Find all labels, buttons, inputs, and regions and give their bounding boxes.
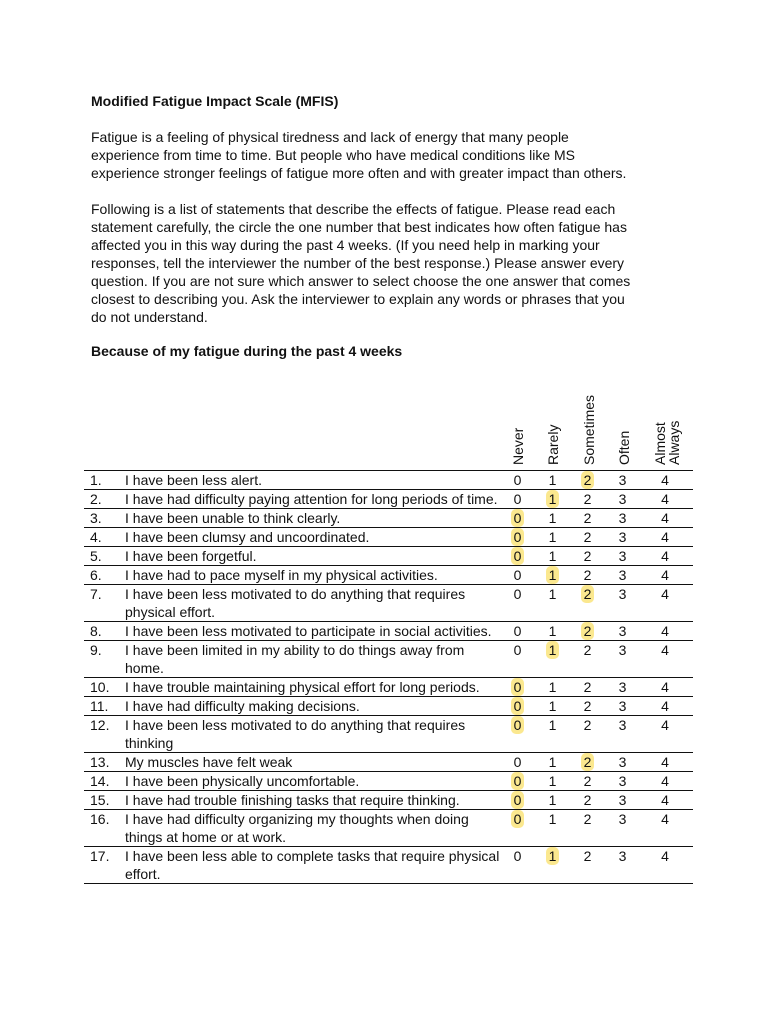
table-row [84,791,693,810]
response-option[interactable]: 3 [618,567,627,583]
response-cell [570,509,605,527]
item-number: 14. [90,773,110,789]
table-row [84,847,693,884]
response-cell [605,716,640,734]
item-statement: I have been less motivated to do anything that requires physical effort. [125,586,466,620]
response-option[interactable]: 4 [661,679,669,695]
response-cell [640,585,690,603]
response-option[interactable]: 2 [583,529,592,545]
item-statement: I have been less motivated to participate in social activities. [125,623,492,639]
item-statement: I have been clumsy and uncoordinated. [125,529,370,545]
response-options [500,509,690,527]
response-option-selected[interactable]: 0 [511,678,525,696]
table-row [84,678,693,697]
item-statement: I have been limited in my ability to do things away from home. [125,642,465,676]
response-cell [500,716,535,734]
response-option[interactable]: 2 [583,567,592,583]
response-cell [640,847,690,865]
response-cell [500,566,535,584]
response-cell [605,490,640,508]
response-cell [500,791,535,809]
response-option-selected[interactable]: 0 [511,810,525,828]
table-row [84,490,693,509]
response-cell [605,566,640,584]
table-row [84,471,693,490]
response-cell [605,678,640,696]
response-options [500,641,690,659]
response-option-selected[interactable]: 2 [581,753,595,771]
response-options [500,791,690,809]
item-number: 11. [90,698,109,714]
response-cell [535,490,570,508]
response-option[interactable]: 3 [618,754,627,770]
table-row [84,622,693,641]
response-cell [500,509,535,527]
intro-paragraph-1: Fatigue is a feeling of physical tiredness and lack of energy that many people experience from time to time. But people who have medical conditions like MS experience stronger feelings of fatigue more often and with greater impact than others. [91,129,627,181]
item-statement: I have had to pace myself in my physical activities. [125,567,438,583]
intro-paragraph-2: Following is a list of statements that describe the effects of fatigue. Please read each statement carefully, the circle the one number that best indicates how often fatigue has affected you in this way during the past 4 weeks. (If you need help in marking your responses, tell the interviewer the number of the best response.) Please answer every question. If you are not sure which answer to select choose the one answer that comes closest to describing you. Ask the interviewer to explain any words or phrases that you do not understand. [91,201,631,325]
column-header-rarely: Rarely [545,424,561,465]
response-cell [640,509,690,527]
response-option[interactable]: 2 [583,510,592,526]
response-cell [640,753,690,771]
response-cell [570,753,605,771]
response-option-selected[interactable]: 0 [511,791,525,809]
item-number: 9. [90,642,102,658]
response-option[interactable]: 2 [583,717,592,733]
column-header-sometimes: Sometimes [581,394,597,465]
response-cell [570,547,605,565]
response-cell [570,622,605,640]
item-number: 10. [90,679,110,695]
response-options [500,810,690,828]
response-cell [535,566,570,584]
response-option[interactable]: 2 [583,548,592,564]
item-statement: I have had difficulty making decisions. [125,698,360,714]
item-statement: I have been forgetful. [125,548,257,564]
response-option[interactable]: 4 [661,472,669,488]
item-statement: I have been less able to complete tasks that require physical effort. [125,848,500,882]
response-option[interactable]: 4 [661,848,669,864]
response-option[interactable]: 1 [548,679,557,695]
item-statement: I have had trouble finishing tasks that require thinking. [125,792,460,808]
response-option[interactable]: 1 [548,811,557,827]
table-row [84,716,693,753]
response-cell [605,622,640,640]
response-option[interactable]: 0 [513,472,522,488]
fatigue-items-table [84,470,693,884]
response-option[interactable]: 1 [548,548,557,564]
item-statement: I have had difficulty paying attention for long periods of time. [125,491,498,507]
item-number: 7. [90,586,102,602]
response-options [500,528,690,546]
response-cell [605,471,640,489]
item-number: 6. [90,567,102,583]
item-statement: I have been less alert. [125,472,262,488]
response-options [500,772,690,790]
response-option-selected[interactable]: 0 [511,547,525,565]
response-options [500,678,690,696]
response-option[interactable]: 0 [513,491,522,507]
response-cell [500,528,535,546]
response-cell [640,697,690,715]
response-cell [640,810,690,828]
table-row [84,753,693,772]
response-option-selected[interactable]: 0 [511,697,525,715]
response-options [500,847,690,865]
response-cell [605,509,640,527]
response-options [500,471,690,489]
item-statement: I have been less motivated to do anything that requires thinking [125,717,466,751]
response-cell [535,547,570,565]
response-option[interactable]: 3 [618,792,627,808]
item-number: 8. [90,623,102,639]
response-cell [570,585,605,603]
response-cell [500,847,535,865]
response-cell [605,585,640,603]
response-cell [535,471,570,489]
item-number: 15. [90,792,110,808]
response-cell [535,716,570,734]
response-cell [500,810,535,828]
column-header-often: Often [616,430,632,465]
response-cell [535,641,570,659]
response-cell [570,697,605,715]
response-option[interactable]: 1 [548,510,557,526]
item-number: 12. [90,717,110,733]
item-statement: I have had difficulty organizing my thoughts when doing things at home or at work. [125,811,469,845]
response-option[interactable]: 0 [513,586,522,602]
response-option[interactable]: 3 [618,529,627,545]
response-cell [605,791,640,809]
response-option[interactable]: 4 [661,811,669,827]
response-cell [570,471,605,489]
table-row [84,772,693,791]
response-option[interactable]: 2 [583,848,592,864]
response-option-selected[interactable]: 1 [546,566,560,584]
item-number: 1. [90,472,102,488]
response-option[interactable]: 0 [513,754,522,770]
response-cell [640,471,690,489]
item-number: 16. [90,811,110,827]
response-option[interactable]: 1 [548,529,557,545]
section-subtitle: Because of my fatigue during the past 4 weeks [91,343,403,359]
response-option[interactable]: 4 [661,792,669,808]
response-option[interactable]: 4 [661,754,669,770]
response-cell [640,490,690,508]
response-option[interactable]: 2 [583,773,592,789]
table-row [84,547,693,566]
response-cell [535,622,570,640]
response-cell [640,716,690,734]
response-option[interactable]: 2 [583,792,592,808]
response-option-selected[interactable]: 2 [581,471,595,489]
response-cell [640,791,690,809]
response-option[interactable]: 1 [548,698,557,714]
response-cell [535,791,570,809]
item-number: 17. [90,848,110,864]
response-cell [605,753,640,771]
response-cell [500,471,535,489]
response-option[interactable]: 1 [548,773,557,789]
item-statement: My muscles have felt weak [125,754,293,770]
item-number: 2. [90,491,102,507]
response-cell [640,566,690,584]
item-number: 4. [90,529,102,545]
page-title: Modified Fatigue Impact Scale (MFIS) [91,93,339,109]
response-option[interactable]: 3 [618,679,627,695]
table-row [84,697,693,716]
response-cell [535,585,570,603]
response-option[interactable]: 1 [548,586,557,602]
table-row [84,585,693,622]
response-cell [500,547,535,565]
response-cell [500,641,535,659]
response-cell [640,641,690,659]
response-option[interactable]: 3 [618,548,627,564]
response-cell [535,528,570,546]
response-cell [535,678,570,696]
response-option[interactable]: 4 [661,642,669,658]
response-option[interactable]: 0 [513,642,522,658]
response-cell [500,585,535,603]
response-option-selected[interactable]: 1 [546,641,560,659]
response-option-selected[interactable]: 1 [546,490,560,508]
response-options [500,622,690,640]
response-option[interactable]: 3 [618,472,627,488]
response-cell [570,566,605,584]
response-option[interactable]: 3 [618,811,627,827]
response-option[interactable]: 3 [618,698,627,714]
item-number: 5. [90,548,102,564]
response-cell [605,547,640,565]
response-option[interactable]: 3 [618,491,627,507]
response-option-selected[interactable]: 0 [511,528,525,546]
response-cell [570,772,605,790]
table-row [84,810,693,847]
response-cell [570,847,605,865]
response-cell [640,622,690,640]
response-option-selected[interactable]: 2 [581,622,595,640]
response-option[interactable]: 3 [618,623,627,639]
response-cell [535,509,570,527]
response-options [500,566,690,584]
response-option-selected[interactable]: 1 [546,847,560,865]
response-cell [570,641,605,659]
table-row [84,566,693,585]
response-option-selected[interactable]: 0 [511,716,525,734]
item-statement: I have been unable to think clearly. [125,510,341,526]
column-header-almost-always: Almost Always [652,420,682,465]
response-cell [605,772,640,790]
response-option[interactable]: 1 [548,472,557,488]
response-option[interactable]: 3 [618,773,627,789]
response-option-selected[interactable]: 0 [511,772,525,790]
item-number: 3. [90,510,102,526]
response-option[interactable]: 4 [661,529,669,545]
response-cell [500,772,535,790]
response-option[interactable]: 4 [661,717,669,733]
response-option[interactable]: 4 [661,491,669,507]
response-cell [570,490,605,508]
response-option[interactable]: 3 [618,642,627,658]
table-row [84,509,693,528]
response-options [500,753,690,771]
item-number: 13. [90,754,110,770]
response-option-selected[interactable]: 0 [511,509,525,527]
response-options [500,490,690,508]
item-statement: I have trouble maintaining physical effort for long periods. [125,679,480,695]
item-statement: I have been physically uncomfortable. [125,773,360,789]
response-option[interactable]: 3 [618,586,627,602]
response-option[interactable]: 1 [548,754,557,770]
response-option[interactable]: 2 [583,811,592,827]
response-cell [570,528,605,546]
response-cell [605,641,640,659]
response-cell [640,772,690,790]
response-cell [535,810,570,828]
table-row [84,528,693,547]
response-cell [605,528,640,546]
response-cell [640,547,690,565]
response-option[interactable]: 0 [513,567,522,583]
response-options [500,547,690,565]
response-option[interactable]: 4 [661,548,669,564]
response-option[interactable]: 4 [661,623,669,639]
response-option[interactable]: 4 [661,698,669,714]
response-option[interactable]: 1 [548,717,557,733]
response-option[interactable]: 4 [661,773,669,789]
response-option-selected[interactable]: 2 [581,585,595,603]
response-cell [570,810,605,828]
response-option[interactable]: 4 [661,586,669,602]
response-option[interactable]: 1 [548,623,557,639]
response-cell [500,622,535,640]
table-row [84,641,693,678]
response-option[interactable]: 4 [661,510,669,526]
response-options [500,585,690,603]
response-option[interactable]: 0 [513,623,522,639]
response-cell [605,697,640,715]
response-cell [640,528,690,546]
response-cell [500,678,535,696]
response-option[interactable]: 2 [583,679,592,695]
column-header-never: Never [510,427,526,465]
response-cell [535,847,570,865]
response-cell [535,772,570,790]
response-cell [570,678,605,696]
response-option[interactable]: 1 [548,792,557,808]
response-cell [500,490,535,508]
response-cell [500,753,535,771]
response-option[interactable]: 2 [583,642,592,658]
response-cell [500,697,535,715]
response-option[interactable]: 3 [618,848,627,864]
response-option[interactable]: 3 [618,510,627,526]
response-cell [605,810,640,828]
response-option[interactable]: 2 [583,491,592,507]
response-cell [535,697,570,715]
response-options [500,697,690,715]
response-cell [640,678,690,696]
response-cell [535,753,570,771]
response-options [500,716,690,734]
response-cell [605,847,640,865]
response-cell [570,791,605,809]
response-option[interactable]: 4 [661,567,669,583]
response-option[interactable]: 2 [583,698,592,714]
response-option[interactable]: 3 [618,717,627,733]
response-cell [570,716,605,734]
response-option[interactable]: 0 [513,848,522,864]
